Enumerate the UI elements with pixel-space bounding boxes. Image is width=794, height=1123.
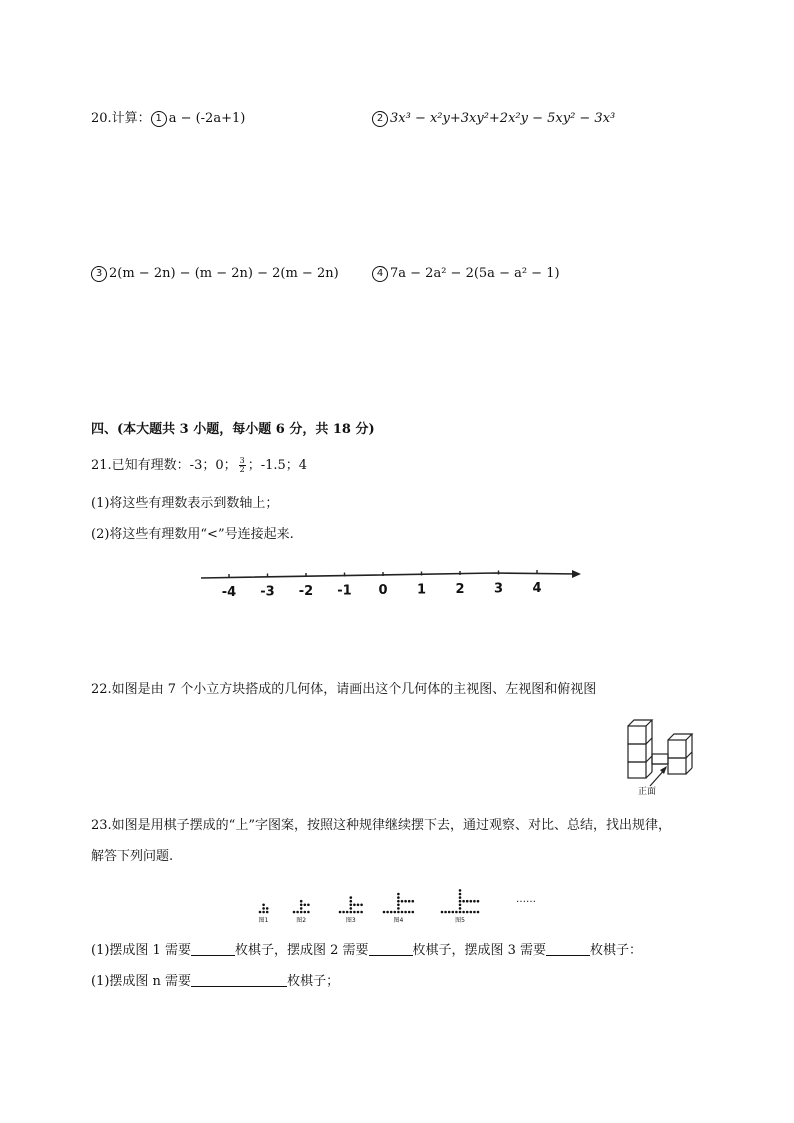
chess-piece-dot xyxy=(390,911,393,914)
q21-intro xyxy=(91,457,307,475)
circled-number-3: 3 xyxy=(91,266,107,282)
q21-fraction xyxy=(239,457,246,474)
chess-piece-dot xyxy=(304,911,307,914)
q20-item1 xyxy=(91,110,245,128)
q23-sub1-a: (1)摆成图 1 需要 xyxy=(91,943,191,958)
chess-piece-dot xyxy=(401,911,404,914)
circled-number-1: 1 xyxy=(151,111,167,127)
number-line-label: 1 xyxy=(416,582,427,598)
q21-frac-num: 3 xyxy=(239,456,245,465)
chess-piece-dot xyxy=(397,900,400,903)
cube-figure xyxy=(620,716,700,798)
chess-piece-dot xyxy=(397,904,400,907)
q22-text: 22.如图是由 7 个小立方块搭成的几何体，请画出这个几何体的主视图、左视图和俯视图 xyxy=(91,682,597,697)
chess-piece-dot xyxy=(262,904,265,907)
chess-piece-dot xyxy=(401,900,404,903)
chess-piece-dot xyxy=(300,904,303,907)
q20-item3 xyxy=(91,265,339,283)
number-line-label: -1 xyxy=(337,583,352,599)
number-line-label: -4 xyxy=(221,585,237,600)
chess-piece-dot xyxy=(300,907,303,910)
chess-piece-dot xyxy=(397,907,400,910)
chess-piece-dot xyxy=(357,904,360,907)
chess-piece-dot xyxy=(346,911,349,914)
answer-blank-fig1[interactable] xyxy=(191,955,235,956)
q23-sub2 xyxy=(91,973,339,991)
q23-line2: 解答下列问题. xyxy=(91,849,174,864)
chess-piece-dot xyxy=(360,911,363,914)
q20-expr-4: 7a − 2a² − 2(5a − a² − 1) xyxy=(390,266,560,281)
chess-piece-dot xyxy=(459,893,462,896)
q23-sub1-d: 枚棋子： xyxy=(590,943,643,958)
chess-piece-dot xyxy=(459,904,462,907)
answer-blank-fign[interactable] xyxy=(191,986,287,987)
chess-piece-dot xyxy=(404,900,407,903)
q20-item4 xyxy=(372,265,560,283)
figure-label: 图5 xyxy=(455,917,465,924)
chess-piece-dot xyxy=(360,904,363,907)
chess-piece-dot xyxy=(412,900,415,903)
number-line-label: 3 xyxy=(493,581,504,597)
chess-piece-dot xyxy=(353,911,356,914)
pattern-figures xyxy=(250,876,550,928)
chess-piece-dot xyxy=(350,900,353,903)
q20-expr-1: a − (-2a+1) xyxy=(168,111,246,126)
chess-piece-dot xyxy=(342,911,345,914)
chess-piece-dot xyxy=(473,911,476,914)
chess-piece-dot xyxy=(300,911,303,914)
q20-item2 xyxy=(372,110,615,128)
chess-piece-dot xyxy=(397,896,400,899)
chess-piece-dot xyxy=(307,904,310,907)
chess-piece-dot xyxy=(462,911,465,914)
q21-intro-tail: ；-1.5；4 xyxy=(247,458,308,473)
q20-expr-3: 2(m − 2n) − (m − 2n) − 2(m − 2n) xyxy=(109,266,339,281)
chess-piece-dot xyxy=(397,911,400,914)
chess-piece-dot xyxy=(452,911,455,914)
chess-piece-dot xyxy=(397,893,400,896)
q21-frac-den: 2 xyxy=(239,465,245,474)
chess-piece-dot xyxy=(304,904,307,907)
chess-piece-dot xyxy=(386,911,389,914)
chess-piece-dot xyxy=(300,900,303,903)
chess-piece-dot xyxy=(477,911,480,914)
chess-piece-dot xyxy=(350,911,353,914)
q21-intro-text: 21.已知有理数：-3；0； xyxy=(91,458,237,473)
q20-label: 20.计算： xyxy=(91,111,151,126)
chess-piece-dot xyxy=(470,900,473,903)
chess-piece-dot xyxy=(293,911,296,914)
number-line-label: 2 xyxy=(455,582,465,597)
chess-piece-dot xyxy=(459,907,462,910)
answer-blank-fig2[interactable] xyxy=(369,955,413,956)
chess-piece-dot xyxy=(459,896,462,899)
chess-piece-dot xyxy=(307,911,310,914)
chess-piece-dot xyxy=(357,911,360,914)
chess-piece-dot xyxy=(353,904,356,907)
chess-piece-dot xyxy=(266,907,269,910)
chess-piece-dot xyxy=(262,911,265,914)
q23-sub1 xyxy=(91,942,642,960)
number-line xyxy=(195,562,590,604)
chess-piece-dot xyxy=(466,900,469,903)
chess-piece-dot xyxy=(459,911,462,914)
q21-sub2: (2)将这些有理数用“<”号连接起来. xyxy=(91,527,294,542)
q23-sub1-c: 枚棋子，摆成图 3 需要 xyxy=(412,943,547,958)
chess-piece-dot xyxy=(470,911,473,914)
chess-piece-dot xyxy=(350,904,353,907)
chess-piece-dot xyxy=(466,911,469,914)
chess-piece-dot xyxy=(412,911,415,914)
chess-piece-dot xyxy=(441,911,444,914)
chess-piece-dot xyxy=(339,911,342,914)
section4-title: 四、(本大题共 3 小题，每小题 6 分，共 18 分) xyxy=(91,422,375,437)
figure-label: 图1 xyxy=(258,917,269,924)
number-line-label: 4 xyxy=(532,581,542,596)
chess-piece-dot xyxy=(296,911,299,914)
q23-line1: 23.如图是用棋子摆成的“上”字图案，按照这种规律继续摆下去，通过观察、对比、总结，找出规律， xyxy=(91,818,671,833)
circled-number-4: 4 xyxy=(372,266,388,282)
chess-piece-dot xyxy=(350,896,353,899)
number-line-label: -2 xyxy=(298,584,314,599)
ellipsis: …… xyxy=(516,894,536,905)
chess-piece-dot xyxy=(408,900,411,903)
chess-piece-dot xyxy=(459,900,462,903)
circled-number-2: 2 xyxy=(372,111,388,127)
q20-expr-2: 3x³ − x²y+3xy²+2x²y − 5xy² − 3x³ xyxy=(390,111,616,126)
q23-sub2-a: (1)摆成图 n 需要 xyxy=(91,974,192,989)
chess-piece-dot xyxy=(455,911,458,914)
number-line-label: -3 xyxy=(260,584,275,600)
chess-piece-dot xyxy=(394,911,397,914)
chess-piece-dot xyxy=(383,911,386,914)
chess-piece-dot xyxy=(444,911,447,914)
q23-sub1-b: 枚棋子，摆成图 2 需要 xyxy=(234,943,369,958)
front-label: 正面 xyxy=(638,787,657,797)
q21-sub1: (1)将这些有理数表示到数轴上； xyxy=(91,496,279,511)
chess-piece-dot xyxy=(448,911,451,914)
chess-piece-dot xyxy=(462,900,465,903)
chess-piece-dot xyxy=(459,889,462,892)
figure-label: 图2 xyxy=(296,917,307,924)
q23-sub2-b: 枚棋子； xyxy=(287,974,340,989)
chess-piece-dot xyxy=(404,911,407,914)
chess-piece-dot xyxy=(477,900,480,903)
chess-piece-dot xyxy=(259,911,262,914)
chess-piece-dot xyxy=(408,911,411,914)
chess-piece-dot xyxy=(262,907,265,910)
figure-label: 图3 xyxy=(345,917,356,924)
chess-piece-dot xyxy=(350,907,353,910)
chess-piece-dot xyxy=(266,911,269,914)
number-line-label: 0 xyxy=(378,583,388,598)
figure-label: 图4 xyxy=(393,917,404,924)
chess-piece-dot xyxy=(473,900,476,903)
answer-blank-fig3[interactable] xyxy=(546,955,590,956)
